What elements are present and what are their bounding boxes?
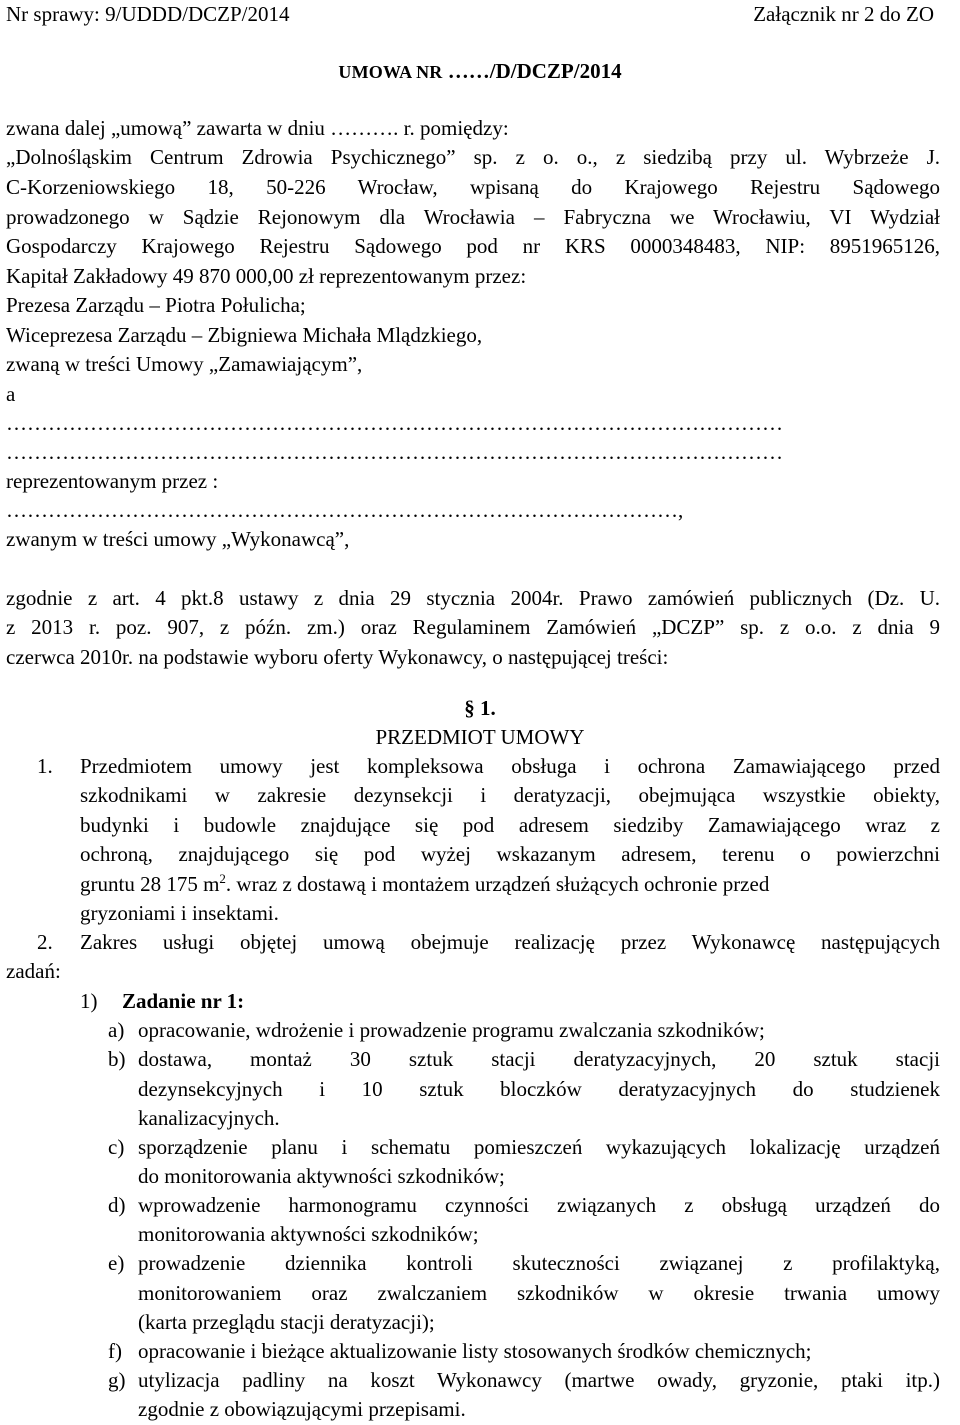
- title-umowa-nr: UMOWA NR: [338, 62, 443, 82]
- item-line: utylizacja padliny na koszt Wykonawcy (martwe owady, gryzonie, ptaki itp.): [138, 1368, 940, 1392]
- intro-line: Kapitał Zakładowy 49 870 000,00 zł reprezentowanym przez:: [6, 264, 527, 288]
- item-line: prowadzenie dziennika kontroli skuteczności związanej z profilaktyką,: [138, 1251, 940, 1275]
- document-title: [0, 57, 960, 88]
- item-line: monitorowaniem oraz zwalczaniem szkodników w okresie trwania umowy: [138, 1281, 940, 1305]
- section-heading: PRZEDMIOT UMOWY: [375, 725, 585, 749]
- item-label: e): [108, 1251, 125, 1275]
- intro-line: a: [6, 382, 16, 406]
- intro-line: prowadzonego w Sądzie Rejonowym dla Wrocławia – Fabryczna we Wrocławiu, VI Wydział: [6, 205, 940, 229]
- area-prefix: gruntu 28 175 m: [80, 872, 220, 896]
- point-line: Przedmiotem umowy jest kompleksowa obsługa i ochrona Zamawiającego przed: [80, 754, 940, 778]
- item-line: do monitorowania aktywności szkodników;: [138, 1164, 505, 1188]
- case-number: Nr sprawy: 9/UDDD/DCZP/2014: [6, 2, 290, 26]
- intro-line: Gospodarczy Krajowego Rejestru Sądowego pod nr KRS 0000348483, NIP: 8951965126,: [6, 234, 940, 258]
- intro-line: Prezesa Zarządu – Piotra Połulicha;: [6, 293, 306, 317]
- task-label: Zadanie nr 1:: [122, 989, 245, 1013]
- point-line: gryzoniami i insektami.: [80, 901, 279, 925]
- point-line: szkodnikami w zakresie dezynsekcji i deratyzacji, obejmująca wszystkie obiekty,: [80, 783, 940, 807]
- intro-line: zwana dalej „umową” zawarta w dniu ………. r. pomiędzy:: [6, 116, 509, 140]
- point-line: ochroną, znajdującego się pod wyżej wskazanym adresem, terenu o powierzchni: [80, 842, 940, 866]
- blank-fill-line: …………………………………………………………………………………………………: [6, 411, 783, 435]
- item-line: opracowanie i bieżące aktualizowanie listy stosowanych środków chemicznych;: [138, 1339, 812, 1363]
- item-label: c): [108, 1135, 125, 1159]
- point-area-line: [80, 870, 940, 900]
- intro-line: „Dolnośląskim Centrum Zdrowia Psychicznego” sp. z o. o., z siedzibą przy ul. Wybrzeże J.: [6, 145, 940, 169]
- legal-basis-line: zgodnie z art. 4 pkt.8 ustawy z dnia 29 stycznia 2004r. Prawo zamówień publicznych (Dz. U.: [6, 586, 940, 610]
- item-line: sporządzenie planu i schematu pomieszczeń wykazujących lokalizację urządzeń: [138, 1135, 940, 1159]
- contractor-label: zwanym w treści umowy „Wykonawcą”,: [6, 527, 350, 551]
- item-line: dostawa, montaż 30 sztuk stacji deratyzacyjnych, 20 sztuk stacji: [138, 1047, 940, 1071]
- item-line: (karta przeglądu stacji deratyzacji);: [138, 1310, 435, 1334]
- title-number: ……/D/DCZP/2014: [447, 59, 622, 83]
- legal-basis-line: z 2013 r. poz. 907, z późn. zm.) oraz Regulaminem Zamówień „DCZP” sp. z o.o. z dnia 9: [6, 615, 940, 639]
- legal-basis-line: czerwca 2010r. na podstawie wyboru oferty Wykonawcy, o następującej treści:: [6, 645, 669, 669]
- point-line: Zakres usługi objętej umową obejmuje realizację przez Wykonawcę następujących: [80, 930, 940, 954]
- intro-line: Wiceprezesa Zarządu – Zbigniewa Michała Mlądzkiego,: [6, 323, 483, 347]
- point-number: 2.: [37, 930, 53, 954]
- item-label: b): [108, 1047, 126, 1071]
- point-line: zadań:: [6, 959, 61, 983]
- represented-by: reprezentowanym przez :: [6, 469, 219, 493]
- item-line: wprowadzenie harmonogramu czynności związanych z obsługą urządzeń do: [138, 1193, 940, 1217]
- blank-fill-line: …………………………………………………………………………………………………: [6, 440, 783, 464]
- item-line: zgodnie z obowiązującymi przepisami.: [138, 1397, 466, 1421]
- item-line: monitorowania aktywności szkodników;: [138, 1222, 479, 1246]
- item-line: opracowanie, wdrożenie i prowadzenie programu zwalczania szkodników;: [138, 1018, 765, 1042]
- task-number: 1): [80, 989, 98, 1013]
- point-number: 1.: [37, 754, 53, 778]
- intro-line: zwaną w treści Umowy „Zamawiającym”,: [6, 352, 363, 376]
- point-line: budynki i budowle znajdujące się pod adresem siedziby Zamawiającego wraz z: [80, 813, 940, 837]
- intro-line: C-Korzeniowskiego 18, 50-226 Wrocław, wpisaną do Krajowego Rejestru Sądowego: [6, 175, 940, 199]
- item-line: kanalizacyjnych.: [138, 1106, 280, 1130]
- item-label: d): [108, 1193, 126, 1217]
- item-line: dezynsekcyjnych i 10 sztuk bloczków deratyzacyjnych do studzienek: [138, 1077, 940, 1101]
- item-label: g): [108, 1368, 126, 1392]
- attachment-label: Załącznik nr 2 do ZO: [753, 2, 934, 26]
- item-label: f): [108, 1339, 122, 1363]
- area-suffix: . wraz z dostawą i montażem urządzeń służących ochronie przed: [225, 872, 770, 896]
- area-superscript: 2: [219, 871, 226, 886]
- blank-fill-line: ……………………………………………………………………………………,: [6, 498, 684, 522]
- section-number: § 1.: [464, 696, 496, 720]
- item-label: a): [108, 1018, 125, 1042]
